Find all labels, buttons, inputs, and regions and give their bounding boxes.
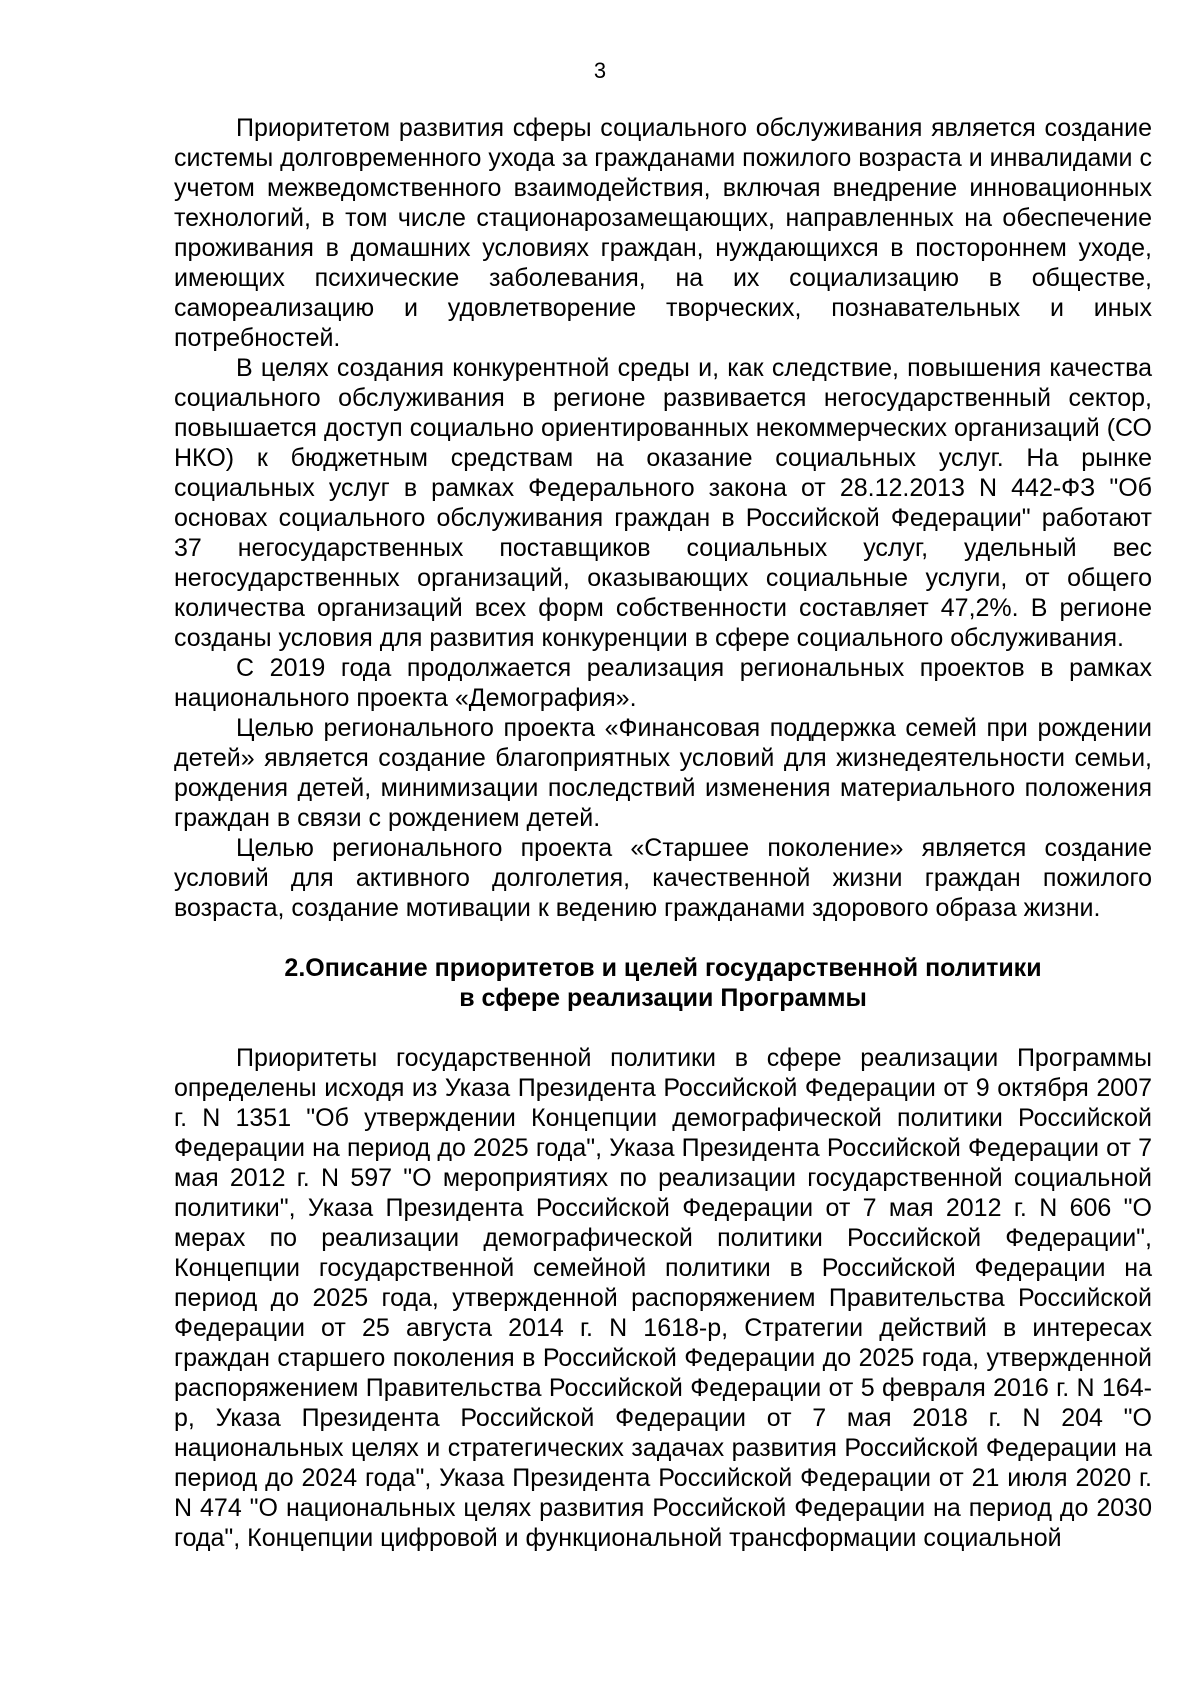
paragraph-older-generation: Целью регионального проекта «Старшее поколение» является создание условий для активного долголетия, качественной жизни граждан пожилого возраста, создание мотивации к ведению гражданами здорового образа жизни. bbox=[174, 834, 1152, 922]
paragraph-policy-priorities: Приоритеты государственной политики в сфере реализации Программы определены исходя из Указа Президента Российской Федерации от 9 октября 2007 г. N 1351 "Об утверждении Концепции демографической политики Российской Федерации на период до 2025 года", Указа Президента Российской Федерации от 7 мая 2012 г. N 597 "О мероприятиях по реализации государственной социальной политики", Указа Президента Российской Федерации от 7 мая 2012 г. N 606 "О мерах по реализации демографической политики Российской Федерации", Концепции государственной семейной политики в Российской Федерации на период до 2025 года, утвержденной распоряжением Правительства Российской Федерации от 25 августа 2014 г. N 1618-р, Стратегии действий в интересах граждан старшего поколения в Российской Федерации до 2025 года, утвержденной распоряжением Правительства Российской Федерации от 5 февраля 2016 г. N 164-р, Указа Президента Российской Федерации от 7 мая 2018 г. N 204 "О национальных целях и стратегических задачах развития Российской Федерации на период до 2024 года", Указа Президента Российской Федерации от 21 июля 2020 г. N 474 "О национальных целях развития Российской Федерации на период до 2030 года", Концепции цифровой и функциональной трансформации социальной bbox=[174, 1044, 1152, 1552]
spacer bbox=[174, 923, 1152, 953]
section-heading bbox=[174, 953, 1152, 1013]
section-heading-line-1: 2.Описание приоритетов и целей государственной политики bbox=[284, 954, 1042, 982]
paragraph-demography: С 2019 года продолжается реализация региональных проектов в рамках национального проекта «Демография». bbox=[174, 654, 1152, 712]
section-heading-line-2: в сфере реализации Программы bbox=[459, 984, 867, 1012]
document-body bbox=[174, 113, 1152, 1553]
paragraph-competition: В целях создания конкурентной среды и, как следствие, повышения качества социального обслуживания в регионе развивается негосударственный сектор, повышается доступ социально ориентированных некоммерческих организаций (СО НКО) к бюджетным средствам на оказание социальных услуг. На рынке социальных услуг в рамках Федерального закона от 28.12.2013 N 442-ФЗ "Об основах социального обслуживания граждан в Российской Федерации" работают 37 негосударственных поставщиков социальных услуг, удельный вес негосударственных организаций, оказывающих социальные услуги, от общего количества организаций всех форм собственности составляет 47,2%. В регионе созданы условия для развития конкуренции в сфере социального обслуживания. bbox=[174, 354, 1152, 652]
paragraph-ltc-priority: Приоритетом развития сферы социального обслуживания является создание системы долговременного ухода за гражданами пожилого возраста и инвалидами с учетом межведомственного взаимодействия, включая внедрение инновационных технологий, в том числе стационарозамещающих, направленных на обеспечение проживания в домашних условиях граждан, нуждающихся в постороннем уходе, имеющих психические заболевания, на их социализацию в обществе, самореализацию и удовлетворение творческих, познавательных и иных потребностей. bbox=[174, 114, 1152, 352]
spacer bbox=[174, 1013, 1152, 1043]
page-number: 3 bbox=[593, 58, 607, 83]
paragraph-family-support: Целью регионального проекта «Финансовая поддержка семей при рождении детей» является создание благоприятных условий для жизнедеятельности семьи, рождения детей, минимизации последствий изменения материального положения граждан в связи с рождением детей. bbox=[174, 714, 1152, 832]
